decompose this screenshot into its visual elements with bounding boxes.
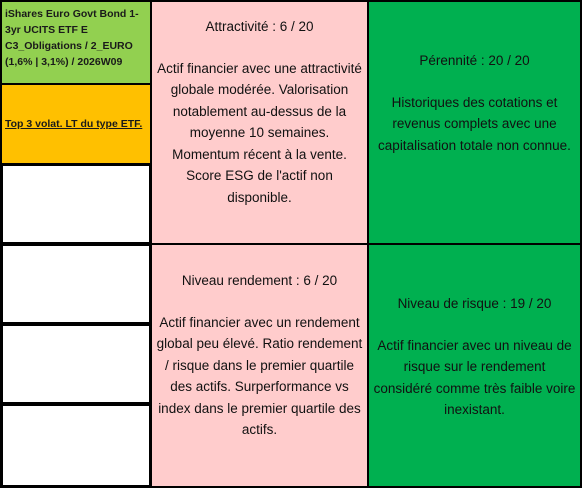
empty-cell-2	[1, 244, 151, 324]
empty-cell-4	[1, 404, 151, 487]
perennite-heading: Pérennité : 20 / 20	[419, 53, 530, 68]
empty-cell-3	[1, 324, 151, 404]
attractivite-body: Actif financier avec une attractivité globale modérée. Valorisation notablement au-dessus de la moyenne 10 semaines. Momentum récent à la vente. Score ESG de l'actif non disponible.	[157, 60, 362, 205]
top3-cell	[1, 84, 151, 164]
risque-body: Actif financier avec un niveau de risque sur le rendement considéré comme très faible voire inexistant.	[373, 337, 576, 417]
fund-title-cell	[1, 1, 151, 84]
rendement-body: Actif financier avec un rendement global peu élevé. Ratio rendement / risque dans le premier quartile des actifs. Surperformance vs index dans le premier quartile des actifs.	[156, 314, 363, 437]
rendement-heading: Niveau rendement : 6 / 20	[181, 273, 338, 288]
attractivite-panel	[151, 1, 368, 244]
perennite-body: Historiques des cotations et revenus complets avec une capitalisation totale non connue.	[378, 94, 571, 153]
top3-link[interactable]: Top 3 volat. LT du type ETF.	[5, 118, 143, 130]
rendement-panel	[151, 244, 368, 487]
risque-heading: Niveau de risque : 19 / 20	[397, 296, 552, 311]
perennite-panel	[368, 1, 581, 244]
risque-panel	[368, 244, 581, 487]
attractivite-heading: Attractivité : 6 / 20	[205, 19, 314, 34]
fund-title: iShares Euro Govt Bond 1-3yr UCITS ETF E C3_Obligations / 2_EURO (1,6% | 3,1%) / 2026W09	[5, 8, 139, 68]
empty-cell-1	[1, 164, 151, 244]
